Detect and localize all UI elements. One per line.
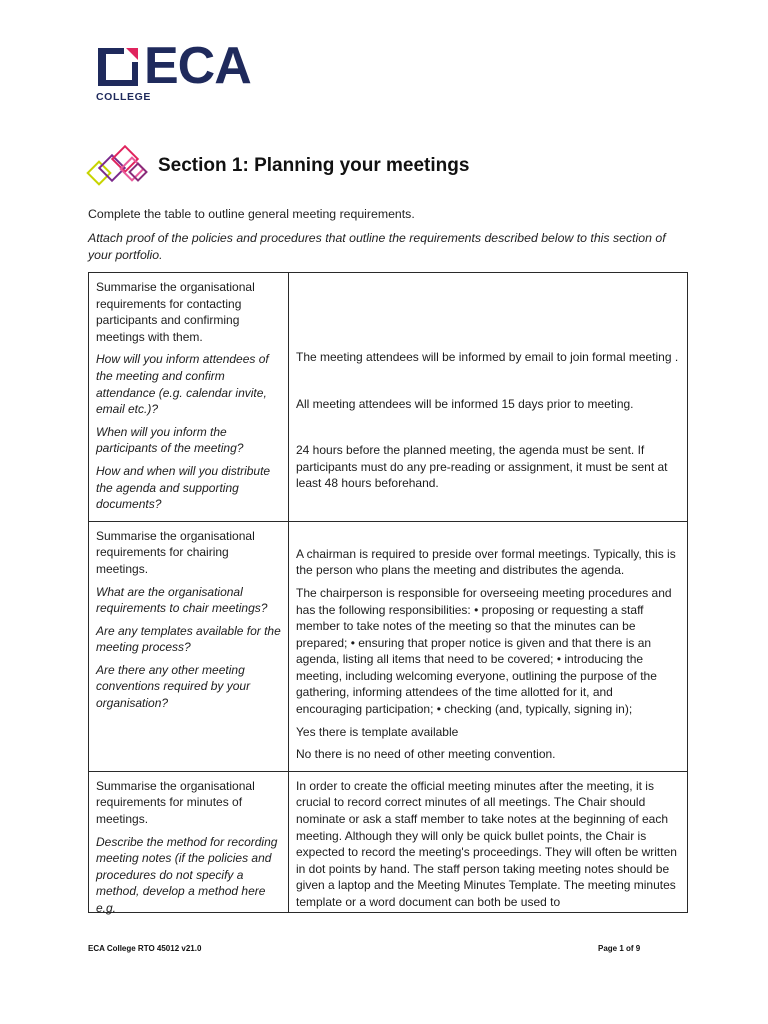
intro-instruction: Complete the table to outline general meeting requirements. bbox=[88, 207, 415, 221]
question-heading: Summarise the organisational requirements for minutes of meetings. bbox=[96, 778, 255, 827]
answer-text: No there is no need of other meeting convention. bbox=[296, 747, 556, 762]
section-title: Section 1: Planning your meetings bbox=[158, 155, 470, 176]
answer-text: A chairman is required to preside over formal meetings. Typically, this is the person who plans the meeting and distributes the agenda. bbox=[296, 546, 676, 578]
question-prompt: When will you inform the participants of the meeting? bbox=[96, 424, 244, 456]
answer-cell bbox=[289, 521, 688, 771]
answer-cell bbox=[289, 273, 688, 522]
footer-document-id: ECA College RTO 45012 v21.0 bbox=[88, 944, 202, 953]
answer-text: 24 hours before the planned meeting, the agenda must be sent. If participants must do any pre-reading or assignment, it must be sent at least 48 hours beforehand. bbox=[296, 443, 668, 491]
question-prompt: How will you inform attendees of the meeting and confirm attendance (e.g. calendar invite, email etc.)? bbox=[96, 352, 269, 417]
section-header bbox=[86, 146, 686, 192]
question-prompt: Describe the method for recording meeting notes (if the policies and procedures do not specify a method, develop a method here e.g. bbox=[96, 834, 278, 915]
question-heading: Summarise the organisational requirements for chairing meetings. bbox=[96, 528, 255, 576]
answer-text: The chairperson is responsible for overseeing meeting procedures and has the following responsibilities: • proposing or requesting a staff member to take notes of the meeting so that the minutes can be prepared; • ensuring that proper notice is given and that there is an agenda, listing all items that need to be covered; • introducing the meeting, including welcoming everyone, outlining the purpose of the gathering, informing attendees of the time allotted for it, and encouraging participation; • checking (and, typically, signing in); bbox=[296, 585, 672, 717]
question-cell bbox=[89, 273, 289, 522]
question-prompt: Are any templates available for the meeting process? bbox=[96, 623, 281, 655]
question-prompt: Are there any other meeting conventions required by your organisation? bbox=[96, 662, 251, 711]
question-prompt: How and when will you distribute the agenda and supporting documents? bbox=[96, 463, 271, 512]
overlapping-diamonds-icon bbox=[86, 146, 152, 192]
footer-page-number: Page 1 of 9 bbox=[598, 944, 641, 953]
table-row bbox=[89, 771, 688, 912]
question-heading: Summarise the organisational requirements for contacting participants and confirming meetings with them. bbox=[96, 280, 255, 344]
requirements-table bbox=[88, 272, 688, 913]
eca-college-logo bbox=[96, 37, 296, 106]
answer-text: All meeting attendees will be informed 15 days prior to meeting. bbox=[296, 396, 634, 411]
answer-text: In order to create the official meeting minutes after the meeting, it is crucial to record correct minutes of all meetings. The Chair should nominate or ask a staff member to take notes at the beginning of each meeting. Although they will only be quick bullet points, the Chair is expected to record the meeting's proceedings. They will often be written in dot points by hand. The staff person taking meeting notes should be given a laptop and the Meeting Minutes Template. The meeting minutes template or a word document can both be used to bbox=[296, 778, 677, 909]
intro-attachment-note: Attach proof of the policies and procedures that outline the requirements described below to this section of your portfolio. bbox=[88, 231, 666, 262]
question-cell bbox=[89, 521, 289, 771]
logo-subtitle: COLLEGE bbox=[96, 91, 151, 103]
logo-wordmark: ECA bbox=[144, 37, 251, 95]
answer-cell bbox=[289, 771, 688, 912]
question-prompt: What are the organisational requirements to chair meetings? bbox=[96, 584, 268, 616]
answer-text: The meeting attendees will be informed by email to join formal meeting . bbox=[296, 350, 679, 364]
question-cell bbox=[89, 771, 289, 915]
table-row bbox=[89, 521, 688, 771]
answer-text: Yes there is template available bbox=[296, 724, 459, 739]
table-row bbox=[89, 273, 688, 522]
